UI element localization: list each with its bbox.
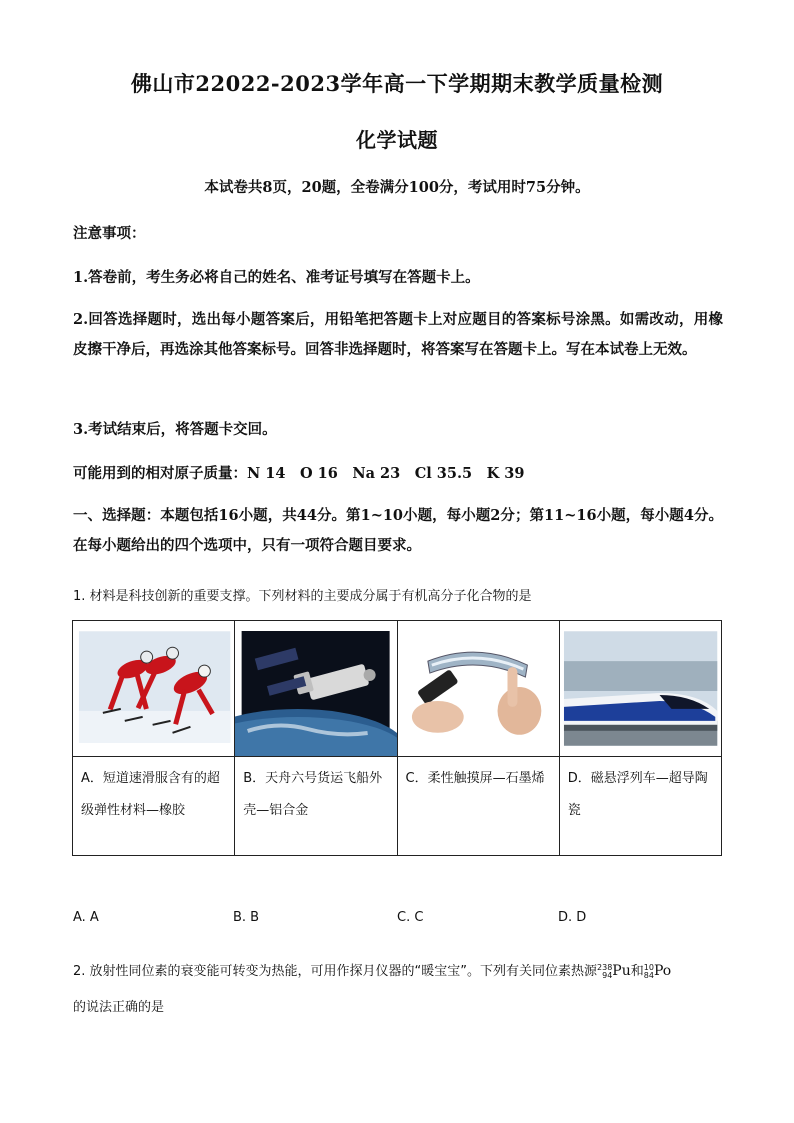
option-a-text: A．短道速滑服含有的超级弹性材料—橡胶 [73,757,235,856]
option-b-image-cell [235,621,397,757]
section-1-heading: 一、选择题：本题包括16小题，共44分。第1~10小题，每小题2分；第11~16小题，每小题4分。在每小题给出的四个选项中，只有一项符合题目要求。 [73,507,723,554]
answer-choice-c: C. C [397,910,424,925]
question-2-stem [73,960,671,980]
exam-subject: 化学试题 [356,128,438,152]
answer-choice-d: D. D [558,910,587,925]
option-b-text: B．天舟六号货运飞船外壳—铝合金 [235,757,397,856]
question-1-options-table [72,620,722,856]
question-1-stem: 1. 材料是科技创新的重要支撑。下列材料的主要成分属于有机高分子化合物的是 [73,589,532,604]
notice-item-1: 1.答卷前，考生务必将自己的姓名、准考证号填写在答题卡上。 [73,269,480,286]
isotope-2-atomic-number: 84 [643,970,654,980]
isotope-polonium [644,963,671,980]
flexible-screen-image [398,621,559,756]
option-c-image-cell [397,621,559,757]
question-2-conjunction: 和 [630,964,644,979]
option-d-image-cell [559,621,721,757]
atomic-masses: 可能用到的相对原子质量：N 14 O 16 Na 23 Cl 35.5 K 39 [73,465,525,482]
notice-heading: 注意事项： [73,225,146,242]
option-a-image-cell [73,621,235,757]
isotope-1-symbol: Pu [612,963,631,979]
spacecraft-image [235,621,396,756]
isotope-1-mass: 238 [597,962,613,972]
isotope-2-symbol: Po [653,963,672,979]
maglev-train-image [560,621,721,756]
option-c-text: C．柔性触摸屏—石墨烯 [397,757,559,856]
notice-item-3: 3.考试结束后，将答题卡交回。 [73,421,277,438]
question-2-stem-continued: 的说法正确的是 [73,1000,165,1015]
answer-choice-a: A. A [73,910,99,925]
isotope-1-atomic-number: 94 [602,970,613,980]
question-2-stem-text: 2. 放射性同位素的衰变能可转变为热能，可用作探月仪器的“暖宝宝”。下列有关同位素热源 [73,964,598,979]
exam-info: 本试卷共8页，20题，全卷满分100分，考试用时75分钟。 [204,179,590,196]
option-d-text: D．磁悬浮列车—超导陶瓷 [559,757,721,856]
isotope-plutonium [597,963,631,980]
exam-title: 佛山市22022-2023学年高一下学期期末教学质量检测 [130,71,664,96]
notice-item-2: 2.回答选择题时，选出每小题答案后，用铅笔把答题卡上对应题目的答案标号涂黑。如需改动，用橡皮擦干净后，再选涂其他答案标号。回答非选择题时，将答案写在答题卡上。写在本试卷上无效。 [73,311,723,358]
answer-choice-b: B. B [233,910,260,925]
speed-skaters-image [73,621,234,756]
isotope-2-mass: 10 [643,962,654,972]
